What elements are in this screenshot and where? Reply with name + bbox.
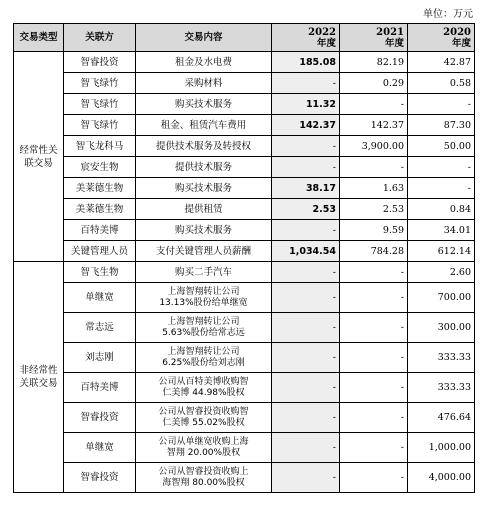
value-cell-2020: - [408, 157, 475, 178]
value-cell-2022: - [272, 157, 340, 178]
category-cell: 经常性关联交易 [14, 52, 64, 262]
value-cell-2022: - [272, 313, 340, 343]
header-2020 [408, 24, 475, 52]
party-cell: 智睿投资 [64, 463, 136, 493]
value-cell-2020: - [408, 178, 475, 199]
content-cell [136, 463, 272, 493]
value-cell-2022: - [272, 463, 340, 493]
party-cell: 智飞生物 [64, 262, 136, 283]
table-row [14, 73, 475, 94]
party-cell: 百特美博 [64, 220, 136, 241]
party-cell: 常志远 [64, 313, 136, 343]
party-cell: 刘志刚 [64, 343, 136, 373]
table-row [14, 136, 475, 157]
value-cell-2022: 1,034.54 [272, 241, 340, 262]
content-cell [136, 373, 272, 403]
value-cell-2021: 2.53 [340, 199, 408, 220]
value-cell-2022: - [272, 136, 340, 157]
value-cell-2020: 87.30 [408, 115, 475, 136]
party-cell: 智飞绿竹 [64, 73, 136, 94]
content-cell: 购买技术服务 [136, 220, 272, 241]
value-cell-2022: - [272, 73, 340, 94]
content-cell: 购买技术服务 [136, 178, 272, 199]
value-cell-2021: - [340, 463, 408, 493]
table-row [14, 262, 475, 283]
header-2020-suffix: 年度 [451, 37, 471, 49]
table-row [14, 433, 475, 463]
related-transactions-table [13, 23, 475, 493]
value-cell-2022: - [272, 373, 340, 403]
value-cell-2020: 1,000.00 [408, 433, 475, 463]
value-cell-2022: 185.08 [272, 52, 340, 73]
header-party: 关联方 [64, 24, 136, 52]
table-row [14, 283, 475, 313]
content-line: 海智翔 80.00%股权 [162, 477, 245, 488]
header-2020-year: 2020 [443, 26, 471, 38]
party-cell: 智飞绿竹 [64, 94, 136, 115]
value-cell-2021: - [340, 262, 408, 283]
value-cell-2021: - [340, 403, 408, 433]
value-cell-2022: - [272, 283, 340, 313]
table-row [14, 313, 475, 343]
content-cell [136, 262, 272, 283]
content-cell [136, 343, 272, 373]
content-line: 公司从智睿投资收购智 [158, 407, 249, 417]
value-cell-2020: 50.00 [408, 136, 475, 157]
value-cell-2020: 0.58 [408, 73, 475, 94]
party-cell: 美莱德生物 [64, 178, 136, 199]
value-cell-2021: 0.29 [340, 73, 408, 94]
value-cell-2021: - [340, 313, 408, 343]
content-cell [136, 283, 272, 313]
party-cell: 智飞绿竹 [64, 115, 136, 136]
value-cell-2021: 1.63 [340, 178, 408, 199]
content-cell: 提供技术服务 [136, 157, 272, 178]
party-cell: 百特美博 [64, 373, 136, 403]
value-cell-2022: - [272, 433, 340, 463]
content-cell [136, 313, 272, 343]
content-cell: 提供技术服务及转授权 [136, 136, 272, 157]
table-row [14, 220, 475, 241]
value-cell-2021: - [340, 373, 408, 403]
content-cell: 提供租赁 [136, 199, 272, 220]
content-line: 6.25%股份给刘志刚 [162, 357, 245, 368]
header-2021 [340, 24, 408, 52]
content-line: 仁美博 55.02%股权 [162, 417, 245, 428]
value-cell-2020: - [408, 94, 475, 115]
table-row [14, 373, 475, 403]
table-row [14, 241, 475, 262]
content-line: 公司从百特美博收购智 [158, 377, 249, 387]
party-cell: 单继宽 [64, 433, 136, 463]
value-cell-2022: - [272, 262, 340, 283]
header-2022-year: 2022 [308, 26, 336, 38]
value-cell-2020: 333.33 [408, 373, 475, 403]
header-content: 交易内容 [136, 24, 272, 52]
party-cell: 美莱德生物 [64, 199, 136, 220]
header-row [14, 24, 475, 52]
party-cell: 智飞龙科马 [64, 136, 136, 157]
value-cell-2022: - [272, 343, 340, 373]
header-2021-year: 2021 [376, 26, 404, 38]
value-cell-2021: 82.19 [340, 52, 408, 73]
header-2022 [272, 24, 340, 52]
header-2021-suffix: 年度 [384, 37, 404, 49]
table-row [14, 115, 475, 136]
content-cell [136, 433, 272, 463]
party-cell: 单继宽 [64, 283, 136, 313]
content-line: 仁美博 44.98%股权 [162, 387, 245, 398]
table-row [14, 463, 475, 493]
party-cell: 宸安生物 [64, 157, 136, 178]
value-cell-2022: 11.32 [272, 94, 340, 115]
table-row [14, 343, 475, 373]
value-cell-2021: 3,900.00 [340, 136, 408, 157]
value-cell-2021: - [340, 94, 408, 115]
value-cell-2020: 4,000.00 [408, 463, 475, 493]
content-cell: 租金、租赁汽车费用 [136, 115, 272, 136]
value-cell-2022: 2.53 [272, 199, 340, 220]
content-cell: 支付关键管理人员薪酬 [136, 241, 272, 262]
table-row [14, 157, 475, 178]
table-row [14, 94, 475, 115]
content-line: 上海智翔转让公司 [167, 347, 240, 357]
header-category: 交易类型 [14, 24, 64, 52]
value-cell-2020: 333.33 [408, 343, 475, 373]
value-cell-2020: 612.14 [408, 241, 475, 262]
value-cell-2022: 142.37 [272, 115, 340, 136]
unit-label: 单位：万元 [423, 9, 473, 20]
value-cell-2022: - [272, 403, 340, 433]
value-cell-2021: - [340, 157, 408, 178]
value-cell-2020: 2.60 [408, 262, 475, 283]
value-cell-2020: 476.64 [408, 403, 475, 433]
value-cell-2020: 0.84 [408, 199, 475, 220]
value-cell-2022: - [272, 220, 340, 241]
content-cell: 租金及水电费 [136, 52, 272, 73]
content-cell [136, 403, 272, 433]
value-cell-2021: - [340, 433, 408, 463]
content-line: 购买二手汽车 [174, 266, 232, 278]
content-line: 公司从智睿投资收购上 [158, 467, 249, 477]
content-line: 13.13%股份给单继宽 [159, 297, 248, 308]
content-cell: 采购材料 [136, 73, 272, 94]
party-cell: 关键管理人员 [64, 241, 136, 262]
table-row [14, 52, 475, 73]
header-2022-suffix: 年度 [316, 37, 336, 49]
value-cell-2020: 700.00 [408, 283, 475, 313]
value-cell-2021: 9.59 [340, 220, 408, 241]
content-cell: 购买技术服务 [136, 94, 272, 115]
category-cell: 非经常性关联交易 [14, 262, 64, 493]
party-cell: 智睿投资 [64, 403, 136, 433]
value-cell-2020: 34.01 [408, 220, 475, 241]
table-row [14, 199, 475, 220]
party-cell: 智睿投资 [64, 52, 136, 73]
content-line: 上海智翔转让公司 [167, 287, 240, 297]
content-line: 上海智翔转让公司 [167, 317, 240, 327]
value-cell-2020: 300.00 [408, 313, 475, 343]
table-body [14, 52, 475, 493]
value-cell-2022: 38.17 [272, 178, 340, 199]
value-cell-2021: 784.28 [340, 241, 408, 262]
value-cell-2020: 42.87 [408, 52, 475, 73]
value-cell-2021: 142.37 [340, 115, 408, 136]
value-cell-2021: - [340, 283, 408, 313]
value-cell-2021: - [340, 343, 408, 373]
table-row [14, 403, 475, 433]
content-line: 5.63%股份给常志远 [162, 327, 245, 338]
table-row [14, 178, 475, 199]
content-line: 智翔 20.00%股权 [166, 447, 241, 458]
content-line: 公司从单继宽收购上海 [158, 437, 249, 447]
